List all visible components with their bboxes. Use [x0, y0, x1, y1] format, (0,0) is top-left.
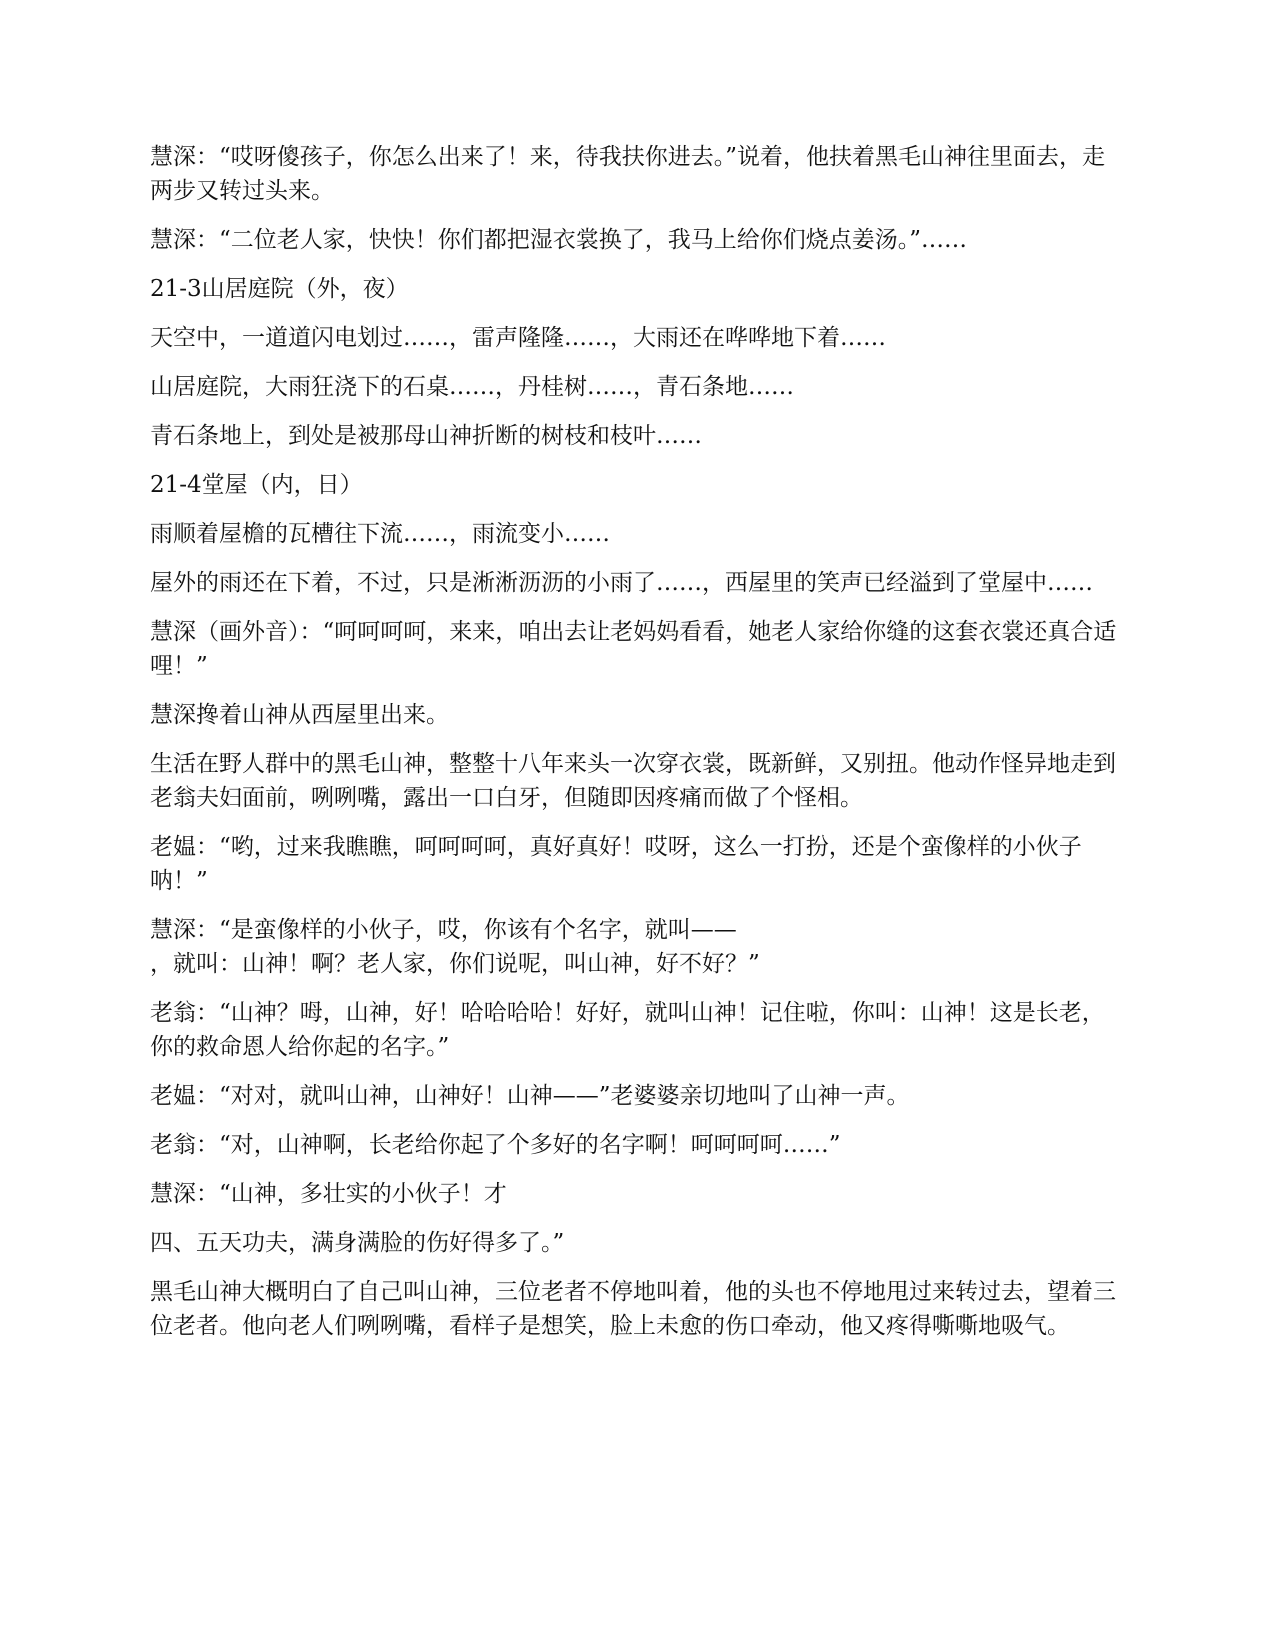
paragraph: 黑毛山神大概明白了自己叫山神，三位老者不停地叫着，他的头也不停地甩过来转过去，望着三位老者。他向老人们咧咧嘴，看样子是想笑，脸上未愈的伤口牵动，他又疼得嘶嘶地吸气。 [150, 1279, 1116, 1339]
paragraph: 慧深：“山神，多壮实的小伙子！才 [150, 1181, 507, 1207]
paragraph: 屋外的雨还在下着，不过，只是淅淅沥沥的小雨了……，西屋里的笑声已经溢到了堂屋中…… [150, 570, 1093, 596]
paragraph: 慧深（画外音）：“呵呵呵呵，来来，咱出去让老妈妈看看，她老人家给你缝的这套衣裳还真合适哩！” [150, 619, 1117, 679]
paragraph: 山居庭院，大雨狂浇下的石桌……，丹桂树……，青石条地…… [150, 374, 794, 400]
scene-heading: 21-3山居庭院（外，夜） [150, 276, 409, 302]
paragraph: 雨顺着屋檐的瓦槽往下流……，雨流变小…… [150, 521, 610, 547]
paragraph: 老翁：“山神？呣，山神，好！哈哈哈哈！好好，就叫山神！记住啦，你叫：山神！这是长老，你的救命恩人给你起的名字。” [150, 1000, 1105, 1060]
paragraph: 老翁：“对，山神啊，长老给你起了个多好的名字啊！呵呵呵呵……” [150, 1132, 841, 1158]
paragraph: 慧深：“哎呀傻孩子，你怎么出来了！来，待我扶你进去。”说着，他扶着黑毛山神往里面去，走两步又转过头来。 [150, 144, 1106, 204]
paragraph: 老媪：“对对，就叫山神，山神好！山神——”老婆婆亲切地叫了山神一声。 [150, 1083, 910, 1109]
paragraph: 四、五天功夫，满身满脸的伤好得多了。” [150, 1230, 565, 1256]
scene-heading: 21-4堂屋（内，日） [150, 472, 363, 498]
paragraph: 老媪：“哟，过来我瞧瞧，呵呵呵呵，真好真好！哎呀，这么一打扮，还是个蛮像样的小伙子呐！” [150, 834, 1082, 894]
paragraph: 慧深：“二位老人家，快快！你们都把湿衣裳换了，我马上给你们烧点姜汤。”…… [150, 227, 968, 253]
paragraph: 生活在野人群中的黑毛山神，整整十八年来头一次穿衣裳，既新鲜，又别扭。他动作怪异地走到老翁夫妇面前，咧咧嘴，露出一口白牙，但随即因疼痛而做了个怪相。 [150, 751, 1116, 811]
paragraph: 天空中，一道道闪电划过……，雷声隆隆……，大雨还在哗哗地下着…… [150, 325, 886, 351]
paragraph: 慧深搀着山神从西屋里出来。 [150, 702, 449, 728]
document-page [150, 140, 1125, 1358]
paragraph: 慧深：“是蛮像样的小伙子，哎，你该有个名字，就叫—— ，就叫：山神！啊？老人家，你们说呢，叫山神，好不好？” [150, 917, 760, 977]
paragraph: 青石条地上，到处是被那母山神折断的树枝和枝叶…… [150, 423, 702, 449]
